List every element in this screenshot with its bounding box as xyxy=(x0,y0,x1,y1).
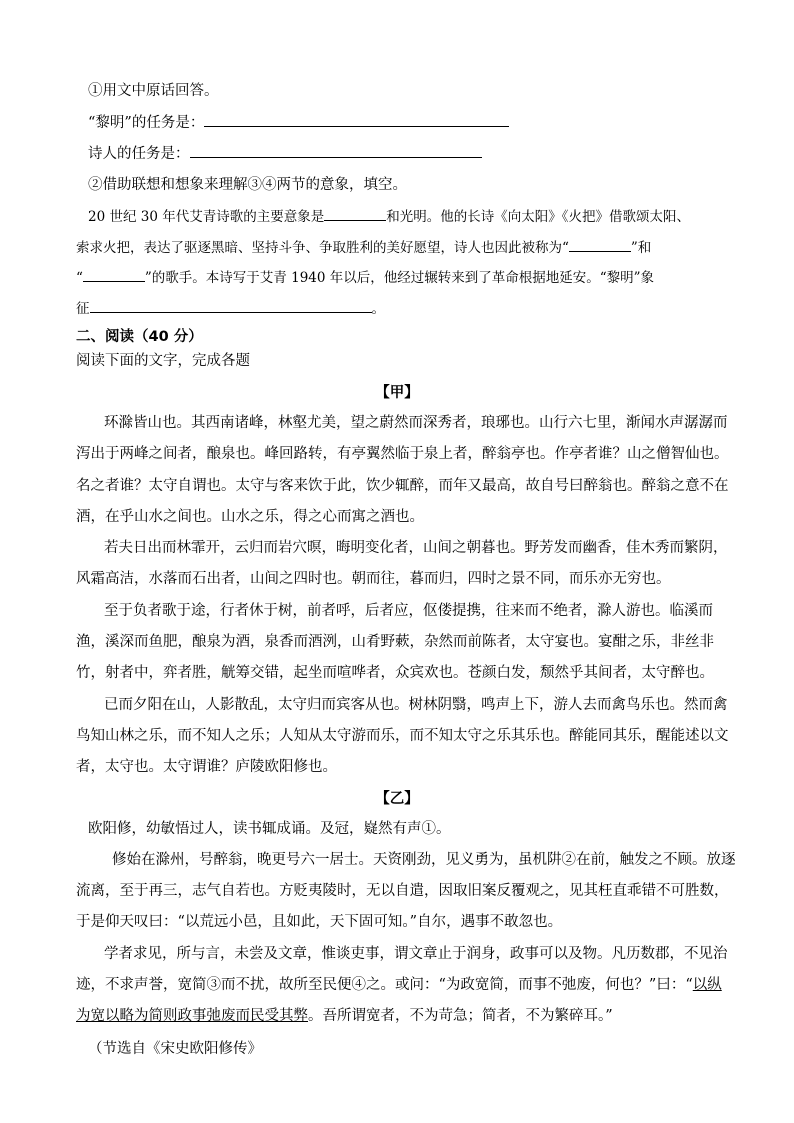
question-1-intro: ①用文中原话回答。 xyxy=(88,83,219,99)
jia-line: 者，太守也。太守谓谁？庐陵欧阳修也。 xyxy=(76,759,337,775)
fill-text: “ xyxy=(76,270,83,286)
poet-task-line xyxy=(88,143,768,165)
yi-line: 欧阳修，幼敏悟过人，读书辄成诵。及冠，嶷然有声①。 xyxy=(88,821,451,837)
fill-text: 20 世纪 30 年代艾青诗歌的主要意象是 xyxy=(88,209,325,225)
underlined-sentence-part-1: 以纵 xyxy=(692,977,722,993)
reading-instruction: 阅读下面的文字，完成各题 xyxy=(76,353,250,369)
poet-task-blank[interactable] xyxy=(190,143,482,158)
jia-line: 已而夕阳在山，人影散乱，太守归而宾客从也。树林阴翳，鸣声上下，游人去而禽鸟乐也。然而禽 xyxy=(104,697,728,713)
jia-line: 环滁皆山也。其西南诸峰，林壑尤美，望之蔚然而深秀者，琅琊也。山行六七里，渐闻水声潺潺而 xyxy=(104,415,728,431)
fill-text: ”和 xyxy=(630,240,652,256)
yi-line-text: 迹，不求声誉，宽简③而不扰，故所至民便④之。或问：“为政宽简，而事不弛废，何也？”曰：“ xyxy=(76,977,693,993)
liming-task-line xyxy=(88,112,768,134)
question-2-intro: ②借助联想和想象来理解③④两节的意象，填空。 xyxy=(88,177,407,193)
liming-task-label: “黎明”的任务是： xyxy=(88,115,205,131)
fill-paragraph-line-2 xyxy=(76,237,756,259)
yi-line-text: 。吾所谓宽者，不为苛急；简者，不为繁碎耳。” xyxy=(308,1008,613,1024)
jia-line: 酒，在乎山水之间也。山水之乐，得之心而寓之酒也。 xyxy=(76,509,424,525)
fill-blank-symbol[interactable] xyxy=(90,298,372,313)
fill-paragraph-line-1 xyxy=(88,206,768,228)
fill-paragraph-line-4 xyxy=(76,298,756,320)
fill-paragraph-line-3 xyxy=(76,267,756,289)
yi-line: 于是仰天叹曰：“以荒远小邑，且如此，天下固可知。”自尔，遇事不敢忽也。 xyxy=(76,914,563,930)
jia-line: 风霜高洁，水落而石出者，山间之四时也。朝而往，暮而归，四时之景不同，而乐亦无穷也。 xyxy=(76,571,671,587)
yi-line: 学者求见，所与言，未尝及文章，惟谈吏事，谓文章止于润身，政事可以及物。凡历数郡，不见治 xyxy=(104,946,728,962)
passage-jia-title: 【甲】 xyxy=(375,385,419,401)
jia-line: 竹，射者中，弈者胜，觥筹交错，起坐而喧哗者，众宾欢也。苍颜白发，颓然乎其间者，太守醉也。 xyxy=(76,665,714,681)
fill-blank-imagery[interactable] xyxy=(324,206,386,221)
source-citation: （节选自《宋史欧阳修传》 xyxy=(88,1041,262,1057)
fill-blank-title-2[interactable] xyxy=(83,267,145,282)
section-heading: 二、阅读（40 分） xyxy=(76,329,203,345)
passage-yi-title: 【乙】 xyxy=(375,791,419,807)
jia-line: 泻出于两峰之间者，酿泉也。峰回路转，有亭翼然临于泉上者，醉翁亭也。作亭者谁？山之僧智仙也。 xyxy=(76,446,729,462)
fill-text: 。 xyxy=(371,301,385,317)
yi-line-with-underline xyxy=(76,974,756,996)
yi-line: 流离，至于再三，志气自若也。方贬夷陵时，无以自遣，因取旧案反覆观之，见其枉直乖错不可胜数， xyxy=(76,883,729,899)
liming-task-blank[interactable] xyxy=(204,112,509,127)
fill-text: 索求火把，表达了驱逐黑暗、坚持斗争、争取胜利的美好愿望，诗人也因此被称为“ xyxy=(76,240,569,256)
jia-line: 若夫日出而林霏开，云归而岩穴暝，晦明变化者，山间之朝暮也。野芳发而幽香，佳木秀而繁阴， xyxy=(104,540,728,556)
fill-text: 和光明。他的长诗《向太阳》《火把》借歌颂太阳、 xyxy=(386,209,690,225)
jia-line: 至于负者歌于途，行者休于树，前者呼，后者应，伛偻提携，往来而不绝者，滁人游也。临溪而 xyxy=(104,603,713,619)
underlined-sentence-part-2: 为宽以略为简则政事弛废而民受其弊 xyxy=(76,1008,308,1024)
fill-blank-title-1[interactable] xyxy=(569,237,631,252)
jia-line: 鸟知山林之乐，而不知人之乐；人知从太守游而乐，而不知太守之乐其乐也。醉能同其乐，醒能述以文 xyxy=(76,728,729,744)
fill-text: ”的歌手。本诗写于艾青 1940 年以后，他经过辗转来到了革命根据地延安。“黎明”象 xyxy=(144,270,655,286)
poet-task-label: 诗人的任务是： xyxy=(88,146,190,162)
fill-text: 征 xyxy=(76,301,90,317)
yi-line-with-underline xyxy=(76,1005,756,1027)
yi-line: 修始在滁州，号醉翁，晚更号六一居士。天资刚劲，见义勇为，虽机阱②在前，触发之不顾。放逐 xyxy=(112,852,736,868)
jia-line: 渔，溪深而鱼肥，酿泉为酒，泉香而酒洌，山肴野蔌，杂然而前陈者，太守宴也。宴酣之乐，非丝非 xyxy=(76,634,714,650)
jia-line: 名之者谁？太守自谓也。太守与客来饮于此，饮少辄醉，而年又最高，故自号曰醉翁也。醉翁之意不在 xyxy=(76,478,729,494)
